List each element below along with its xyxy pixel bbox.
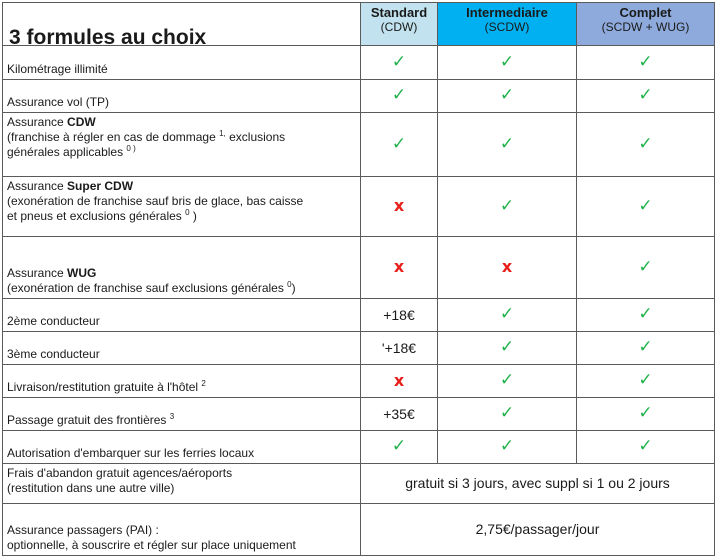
check-icon: ✓ <box>638 337 653 357</box>
table-row <box>3 431 715 464</box>
table-row <box>3 113 715 177</box>
row-label: Assurance vol (TP) <box>3 80 361 113</box>
cell-intermediaire <box>438 299 577 332</box>
cross-icon: x <box>393 370 405 390</box>
check-icon: ✓ <box>638 403 653 423</box>
cell-intermediaire <box>438 113 577 177</box>
cell-complet <box>577 237 715 299</box>
row-label: Assurance CDW (franchise à régler en cas de dommage $^{1,}$ exclusions générales applicables $^{0 )}$ <box>3 113 361 177</box>
plan-name: Standard <box>370 5 428 20</box>
merged-value-cell: 2,75€/passager/jour <box>361 504 715 556</box>
cell-intermediaire <box>438 332 577 365</box>
cell-standard <box>361 365 438 398</box>
cell-intermediaire <box>438 365 577 398</box>
check-icon: ✓ <box>638 51 653 72</box>
page-title: 3 formules au choix <box>3 3 361 46</box>
cell-intermediaire <box>438 46 577 80</box>
check-icon: ✓ <box>499 85 515 105</box>
row-label: Frais d'abandon gratuit agences/aéroports (restitution dans une autre ville) <box>3 464 361 504</box>
plan-code: (CDW) <box>380 20 418 34</box>
check-icon: ✓ <box>638 370 653 390</box>
cell-complet <box>577 365 715 398</box>
cell-complet <box>577 398 715 431</box>
table-row <box>3 46 715 80</box>
pricing-table <box>2 2 715 556</box>
check-icon: ✓ <box>499 337 515 357</box>
check-icon: ✓ <box>499 436 515 456</box>
cell-intermediaire <box>438 398 577 431</box>
cell-intermediaire <box>438 80 577 113</box>
check-icon: ✓ <box>499 370 515 390</box>
check-icon: ✓ <box>638 304 653 324</box>
row-label: Assurance WUG (exonération de franchise sauf exclusions générales $^0$) <box>3 237 361 299</box>
cell-complet <box>577 299 715 332</box>
table-row <box>3 237 715 299</box>
row-label: 3ème conducteur <box>3 332 361 365</box>
cross-icon: x <box>393 196 405 215</box>
cell-standard <box>361 177 438 237</box>
check-icon: ✓ <box>391 85 407 105</box>
cross-icon: x <box>501 257 513 276</box>
cell-standard <box>361 46 438 80</box>
row-label: Kilométrage illimité <box>3 46 361 80</box>
table-row <box>3 299 715 332</box>
row-label: Livraison/restitution gratuite à l'hôtel $^2$ <box>3 365 361 398</box>
row-label: Assurance passagers (PAI) : optionnelle, à souscrire et régler sur place uniquement <box>3 504 361 556</box>
row-label: Assurance Super CDW (exonération de franchise sauf bris de glace, bas caisse et pneus et exclusions générales $^0$ ) <box>3 177 361 237</box>
check-icon: ✓ <box>499 51 515 72</box>
cell-standard-price: '+18€ <box>361 332 438 365</box>
row-label: Autorisation d'embarquer sur les ferries locaux <box>3 431 361 464</box>
check-icon: ✓ <box>499 304 515 324</box>
check-icon: ✓ <box>638 195 653 216</box>
check-icon: ✓ <box>499 195 515 216</box>
check-icon: ✓ <box>391 436 407 456</box>
check-icon: ✓ <box>391 51 407 72</box>
check-icon: ✓ <box>638 436 653 456</box>
cell-standard <box>361 431 438 464</box>
cell-standard-price: +35€ <box>361 398 438 431</box>
table-row <box>3 177 715 237</box>
header-row <box>3 3 715 46</box>
check-icon: ✓ <box>638 85 653 105</box>
table-row <box>3 365 715 398</box>
check-icon: ✓ <box>391 133 407 154</box>
plan-header-intermediaire <box>438 3 577 46</box>
table-row <box>3 398 715 431</box>
plan-header-standard <box>361 3 438 46</box>
check-icon: ✓ <box>638 256 653 277</box>
table-row <box>3 332 715 365</box>
cell-intermediaire <box>438 177 577 237</box>
cell-complet <box>577 431 715 464</box>
table-row <box>3 464 715 504</box>
row-label: 2ème conducteur <box>3 299 361 332</box>
cell-standard <box>361 113 438 177</box>
cell-intermediaire <box>438 237 577 299</box>
cross-icon: x <box>393 257 405 276</box>
merged-value-cell: gratuit si 3 jours, avec suppl si 1 ou 2 jours <box>361 464 715 504</box>
check-icon: ✓ <box>638 133 653 154</box>
cell-standard <box>361 237 438 299</box>
row-label: Passage gratuit des frontières $^3$ <box>3 398 361 431</box>
check-icon: ✓ <box>499 403 515 423</box>
cell-intermediaire <box>438 431 577 464</box>
plan-name: Intermediaire <box>466 5 548 20</box>
check-icon: ✓ <box>499 133 515 154</box>
table-row <box>3 504 715 556</box>
cell-complet <box>577 113 715 177</box>
plan-name: Complet <box>619 5 672 20</box>
plan-code: (SCDW) <box>484 20 530 34</box>
cell-complet <box>577 177 715 237</box>
cell-complet <box>577 46 715 80</box>
plan-code: (SCDW + WUG) <box>601 20 690 34</box>
cell-complet <box>577 332 715 365</box>
cell-standard <box>361 80 438 113</box>
cell-complet <box>577 80 715 113</box>
cell-standard-price: +18€ <box>361 299 438 332</box>
table-row <box>3 80 715 113</box>
plan-header-complet <box>577 3 715 46</box>
